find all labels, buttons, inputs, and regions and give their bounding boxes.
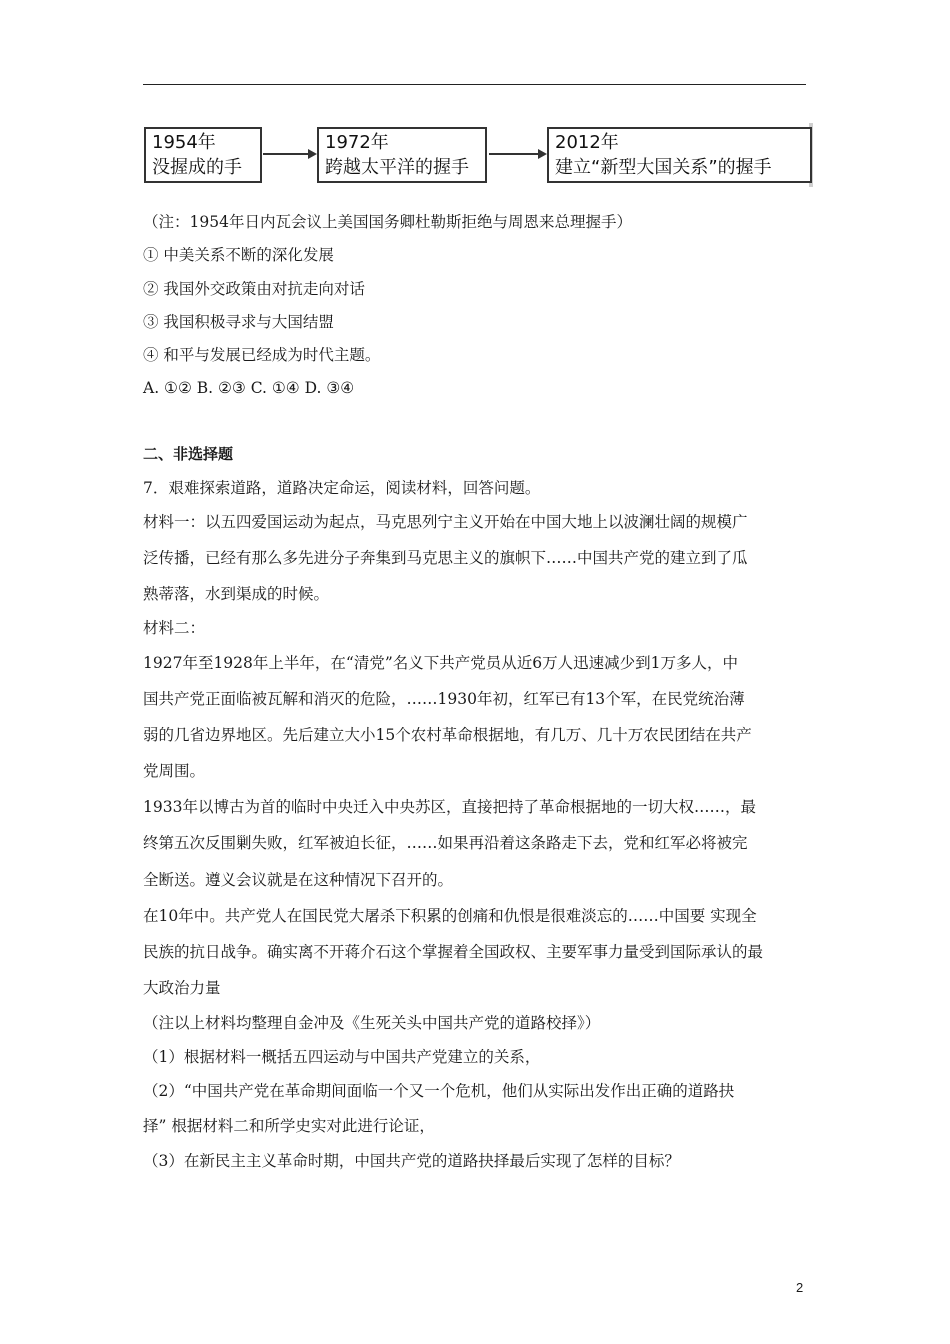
q6-option-1: ① 中美关系不断的深化发展: [143, 246, 334, 264]
material-2-line: 大政治力量: [143, 979, 221, 997]
material-1-line: 泛传播，已经有那么多先进分子奔集到马克思主义的旗帜下……中国共产党的建立到了瓜: [143, 549, 748, 567]
q7-stem: 7．艰难探索道路，道路决定命运，阅读材料，回答问题。: [143, 479, 541, 497]
q6-option-4: ④ 和平与发展已经成为时代主题。: [143, 346, 381, 364]
material-2-line: 民族的抗日战争。确实离不开蒋介石这个掌握着全国政权、主要军事力量受到国际承认的最: [143, 943, 764, 961]
sub-question-1: （1）根据材料一概括五四运动与中国共产党建立的关系，: [143, 1048, 541, 1066]
flow-year: 2012年: [555, 132, 619, 153]
flow-text: 没握成的手: [152, 157, 242, 178]
flow-text: 建立“新型大国关系”的握手: [555, 157, 772, 178]
sub-question-2: 择” 根据材料二和所学史实对此进行论证，: [143, 1117, 435, 1135]
material-2-line: 1927年至1928年上半年，在“清党”名义下共产党员从近6万人迅速减少到1万多人，中: [143, 654, 738, 672]
q6-option-3: ③ 我国积极寻求与大国结盟: [143, 313, 334, 331]
sub-question-3: （3）在新民主主义革命时期，中国共产党的道路抉择最后实现了怎样的目标？: [143, 1152, 680, 1170]
flow-arrow-icon: [263, 153, 315, 155]
material-2-label: 材料二：: [143, 619, 206, 637]
sub-question-2: （2）“中国共产党在革命期间面临一个又一个危机，他们从实际出发作出正确的道路抉: [143, 1082, 735, 1100]
flow-text: 跨越太平洋的握手: [325, 157, 469, 178]
flow-year: 1972年: [325, 132, 389, 153]
material-2-line: 1933年以博古为首的临时中央迁入中央苏区，直接把持了革命根据地的一切大权……，最: [143, 798, 756, 816]
flow-box-1954: [144, 127, 262, 183]
flow-year: 1954年: [152, 132, 216, 153]
material-1-line: 熟蒂落，水到渠成的时候。: [143, 585, 330, 603]
material-2-line: 终第五次反围剿失败，红军被迫长征，……如果再沿着这条路走下去，党和红军必将被完: [143, 834, 748, 852]
material-2-line: 党周围。: [143, 762, 206, 780]
material-2-line: 全断送。遵义会议就是在这种情况下召开的。: [143, 871, 454, 889]
flow-box-1972: [317, 127, 487, 183]
handshake-flowchart: [143, 123, 813, 187]
section-heading: 二、非选择题: [143, 445, 234, 463]
flow-arrow-icon: [489, 153, 545, 155]
flow-box-2012: [547, 127, 812, 183]
page-number: 2: [796, 1280, 804, 1295]
q6-answer-choices: A. ①② B. ②③ C. ①④ D. ③④: [143, 379, 355, 397]
material-2-line: 国共产党正面临被瓦解和消灭的危险，……1930年初，红军已有13个军，在民党统治薄: [143, 690, 745, 708]
material-1-line: 材料一：以五四爱国运动为起点，马克思列宁主义开始在中国大地上以波澜壮阔的规模广: [143, 513, 748, 531]
material-2-line: 弱的几省边界地区。先后建立大小15个农村革命根据地，有几万、几十万农民团结在共产: [143, 726, 752, 744]
q6-note: （注：1954年日内瓦会议上美国国务卿杜勒斯拒绝与周恩来总理握手）: [143, 213, 632, 231]
q6-option-2: ② 我国外交政策由对抗走向对话: [143, 280, 365, 298]
header-rule: [143, 84, 806, 85]
material-2-line: 在10年中。共产党人在国民党大屠杀下积累的创痛和仇恨是很难淡忘的……中国要 实现全: [143, 907, 757, 925]
source-note: （注以上材料均整理自金冲及《生死关头中国共产党的道路校择》）: [143, 1014, 601, 1032]
